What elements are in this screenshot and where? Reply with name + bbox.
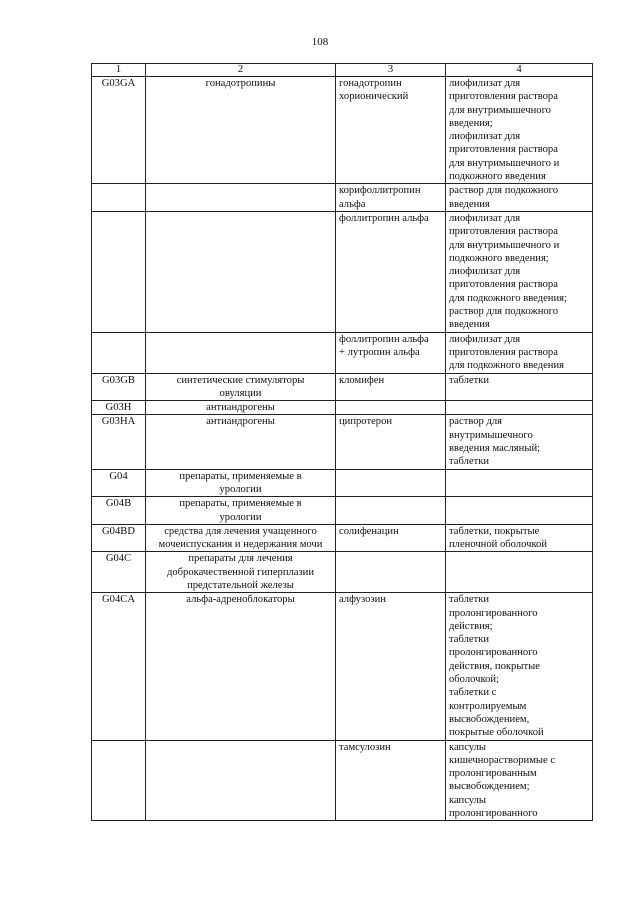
cell-text-line: алфузозин — [339, 594, 386, 606]
dosage-form-cell — [446, 77, 593, 184]
table-row — [92, 497, 593, 525]
drug-name-cell — [336, 552, 446, 593]
cell-text-line: введения — [449, 319, 490, 331]
cell-text-line: приготовления раствора — [449, 279, 558, 291]
cell-text-line: таблетки — [449, 634, 490, 646]
table-row — [92, 415, 593, 469]
anatomical-group-cell — [146, 373, 336, 401]
atc-code-cell — [92, 740, 146, 821]
cell-text-line: высвобождением, — [449, 713, 530, 725]
dosage-form-cell — [446, 373, 593, 401]
cell-text-line: контролируемым — [449, 700, 527, 712]
cell-text-line: внутримышечного — [449, 429, 533, 441]
cell-text-line: таблетки — [449, 456, 490, 468]
table-row — [92, 552, 593, 593]
cell-text-line: препараты, применяемые в — [179, 498, 302, 510]
cell-text-line: подкожного введения — [449, 171, 546, 183]
cell-text-line: таблетки — [449, 594, 490, 606]
cell-text-line: доброкачественной гиперплазии — [166, 566, 315, 578]
cell-text-line: таблетки, покрытые — [449, 525, 540, 537]
drug-name-cell — [336, 77, 446, 184]
cell-text-line: введения — [449, 198, 490, 210]
atc-code-cell: G03GB — [92, 373, 146, 401]
anatomical-group-cell — [146, 552, 336, 593]
cell-text-line: препараты, применяемые в — [179, 470, 302, 482]
drug-name-cell — [336, 497, 446, 525]
dosage-form-cell — [446, 552, 593, 593]
anatomical-group-cell — [146, 593, 336, 740]
cell-text-line: альфа-адреноблокаторы — [186, 594, 295, 606]
cell-text-line: лиофилизат для — [449, 266, 521, 278]
table-row — [92, 77, 593, 184]
cell-text-line: подкожного введения; — [449, 252, 549, 264]
drug-name-cell — [336, 184, 446, 212]
cell-text-line: приготовления раствора — [449, 91, 558, 103]
dosage-form-cell — [446, 497, 593, 525]
cell-text-line: гонадотропин — [339, 78, 402, 89]
table-header-row — [92, 64, 593, 77]
atc-code-cell: G03GA — [92, 77, 146, 184]
drug-name-cell — [336, 373, 446, 401]
drug-name-cell — [336, 524, 446, 552]
cell-text-line: пролонгированного — [449, 607, 538, 619]
cell-text-line: корифоллитропин — [339, 185, 421, 197]
cell-text-line: синтетические стимуляторы — [176, 374, 305, 386]
atc-code-cell: G03HA — [92, 415, 146, 469]
table-row — [92, 740, 593, 821]
cell-text-line: мочеиспускания и недержания мочи — [158, 539, 323, 551]
cell-text-line: ципротерон — [339, 416, 393, 428]
anatomical-group-cell — [146, 497, 336, 525]
column-header: 1 — [92, 64, 146, 77]
drug-name-cell — [336, 740, 446, 821]
anatomical-group-cell — [146, 415, 336, 469]
column-header: 4 — [446, 64, 593, 77]
cell-text-line: покрытые оболочкой — [449, 727, 544, 739]
atc-code-cell — [92, 184, 146, 212]
cell-text-line: для внутримышечного и — [449, 239, 560, 251]
cell-text-line: солифенацин — [339, 525, 399, 537]
anatomical-group-cell — [146, 184, 336, 212]
atc-code-cell: G04BD — [92, 524, 146, 552]
cell-text-line: урологии — [219, 483, 262, 495]
cell-text-line: кломифен — [339, 374, 385, 386]
atc-code-cell — [92, 332, 146, 373]
cell-text-line: введения; — [449, 117, 493, 129]
atc-code-cell: G04CA — [92, 593, 146, 740]
anatomical-group-cell — [146, 401, 336, 415]
table-row — [92, 593, 593, 740]
anatomical-group-cell — [146, 332, 336, 373]
cell-text-line: оболочкой; — [449, 674, 499, 686]
table-row — [92, 524, 593, 552]
atc-code-cell — [92, 211, 146, 332]
anatomical-group-cell — [146, 77, 336, 184]
cell-text-line: фоллитропин альфа — [339, 333, 429, 345]
cell-text-line: лиофилизат для — [449, 212, 521, 224]
cell-text-line: тамсулозин — [339, 741, 391, 753]
dosage-form-cell — [446, 740, 593, 821]
cell-text-line: таблетки с — [449, 687, 497, 699]
drug-name-cell — [336, 469, 446, 497]
anatomical-group-cell — [146, 740, 336, 821]
anatomical-group-cell — [146, 469, 336, 497]
drug-name-cell — [336, 401, 446, 415]
cell-text-line: овуляции — [219, 387, 262, 399]
cell-text-line: альфа — [339, 198, 366, 210]
cell-text-line: лиофилизат для — [449, 78, 521, 89]
cell-text-line: раствор для подкожного — [449, 306, 559, 318]
cell-text-line: антиандрогены — [206, 416, 275, 428]
anatomical-group-cell — [146, 524, 336, 552]
cell-text-line: капсулы — [449, 794, 487, 806]
cell-text-line: гонадотропины — [205, 78, 276, 89]
cell-text-line: для подкожного введения; — [449, 292, 567, 304]
cell-text-line: приготовления раствора — [449, 144, 558, 156]
cell-text-line: пролонгированного — [449, 808, 538, 820]
cell-text-line: действия, покрытые — [449, 660, 540, 672]
dosage-form-cell — [446, 332, 593, 373]
column-header: 2 — [146, 64, 336, 77]
cell-text-line: приготовления раствора — [449, 226, 558, 238]
table-row — [92, 332, 593, 373]
dosage-form-cell — [446, 524, 593, 552]
drug-name-cell — [336, 593, 446, 740]
drug-name-cell — [336, 332, 446, 373]
cell-text-line: урологии — [219, 511, 262, 523]
dosage-form-cell — [446, 469, 593, 497]
dosage-form-cell — [446, 415, 593, 469]
dosage-form-cell — [446, 593, 593, 740]
cell-text-line: кишечнорастворимые с — [449, 754, 556, 766]
cell-text-line: для внутримышечного — [449, 104, 551, 116]
cell-text-line: раствор для — [449, 416, 503, 428]
table-row — [92, 401, 593, 415]
cell-text-line: капсулы — [449, 741, 487, 753]
table-row — [92, 373, 593, 401]
atc-code-cell: G04B — [92, 497, 146, 525]
table-row — [92, 184, 593, 212]
cell-text-line: действия; — [449, 620, 493, 632]
cell-text-line: таблетки — [449, 374, 490, 386]
dosage-form-cell — [446, 211, 593, 332]
cell-text-line: + лутропин альфа — [339, 346, 420, 358]
cell-text-line: лиофилизат для — [449, 131, 521, 143]
anatomical-group-cell — [146, 211, 336, 332]
table-body — [92, 77, 593, 821]
cell-text-line: для внутримышечного и — [449, 157, 560, 169]
cell-text-line: препараты для лечения — [188, 553, 293, 565]
cell-text-line: фоллитропин альфа — [339, 212, 429, 224]
drug-name-cell — [336, 211, 446, 332]
table-row — [92, 469, 593, 497]
cell-text-line: введения масляный; — [449, 443, 541, 455]
atc-code-cell: G04 — [92, 469, 146, 497]
atc-code-cell: G04C — [92, 552, 146, 593]
cell-text-line: антиандрогены — [206, 402, 275, 414]
column-header: 3 — [336, 64, 446, 77]
cell-text-line: пролонгированным — [449, 768, 537, 780]
cell-text-line: хорионический — [339, 91, 409, 103]
cell-text-line: пленочной оболочкой — [449, 539, 548, 551]
dosage-form-cell — [446, 184, 593, 212]
cell-text-line: пролонгированного — [449, 647, 538, 659]
cell-text-line: приготовления раствора — [449, 346, 558, 358]
table-row — [92, 211, 593, 332]
atc-code-cell: G03H — [92, 401, 146, 415]
cell-text-line: лиофилизат для — [449, 333, 521, 345]
cell-text-line: высвобождением; — [449, 781, 530, 793]
drug-table — [91, 63, 593, 821]
page-number: 108 — [311, 36, 329, 48]
drug-name-cell — [336, 415, 446, 469]
cell-text-line: средства для лечения учащенного — [164, 525, 317, 537]
cell-text-line: раствор для подкожного — [449, 185, 559, 197]
cell-text-line: предстательной железы — [187, 579, 294, 591]
dosage-form-cell — [446, 401, 593, 415]
cell-text-line: для подкожного введения — [449, 360, 565, 372]
